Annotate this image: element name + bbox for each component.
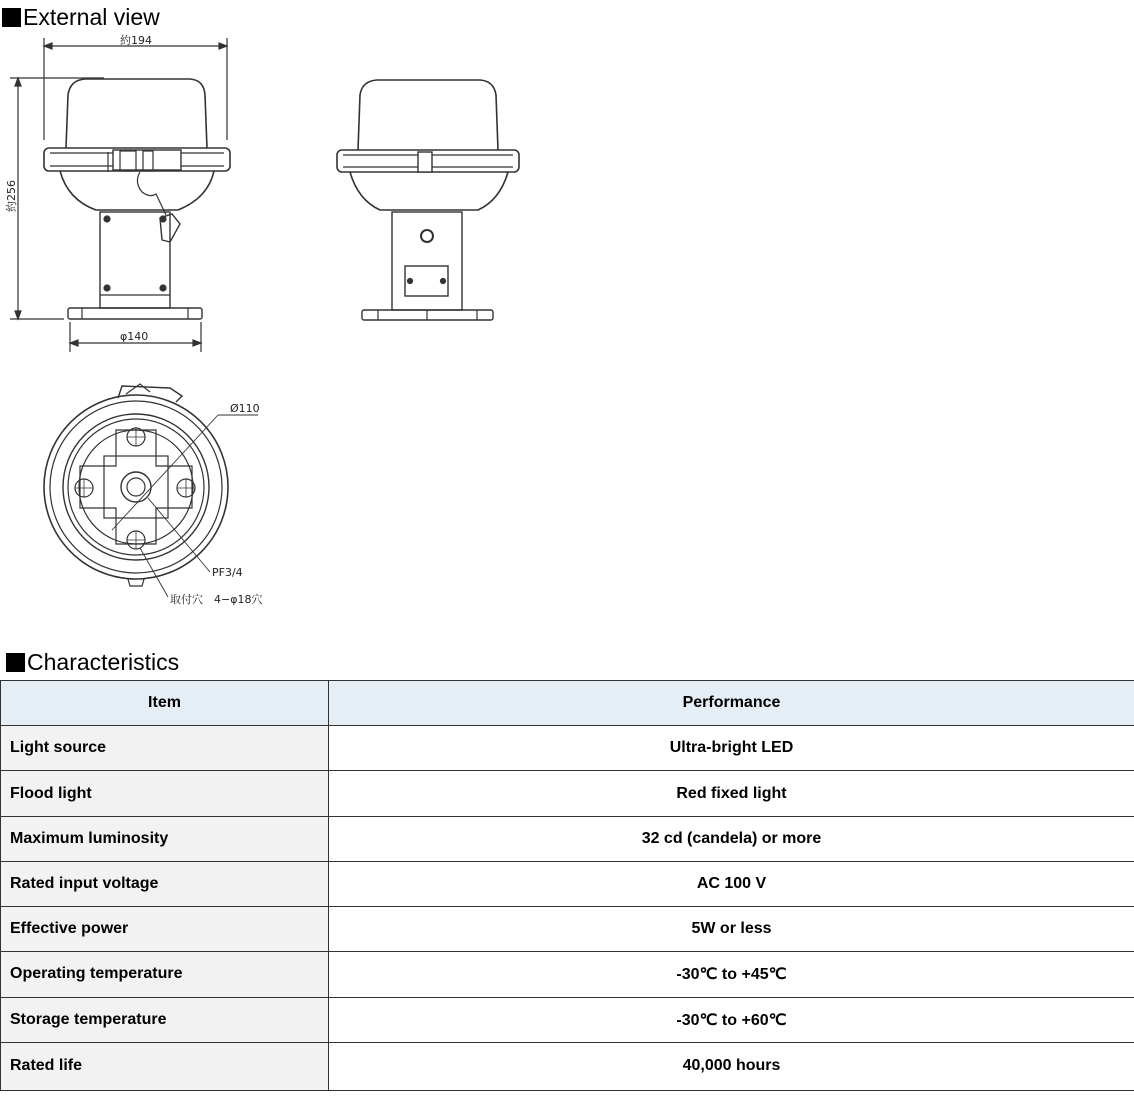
dimension-width-label: 約194: [120, 34, 152, 47]
front-view: [10, 38, 230, 352]
characteristics-title: Characteristics: [27, 649, 180, 675]
row-performance: 32 cd (candela) or more: [329, 816, 1134, 861]
row-performance: 40,000 hours: [329, 1042, 1134, 1090]
table-header-row: [1, 681, 1134, 726]
row-item: Storage temperature: [1, 997, 329, 1042]
header-performance: Performance: [329, 681, 1134, 726]
mounting-holes-label: 取付穴 4−φ18穴: [170, 593, 263, 606]
characteristics-heading: [6, 649, 179, 676]
dimension-pcd-label: Ø110: [230, 402, 260, 415]
table-row: [1, 816, 1134, 861]
table-row: [1, 726, 1134, 771]
row-item: Light source: [1, 726, 329, 771]
row-item: Rated life: [1, 1042, 329, 1090]
row-performance: Red fixed light: [329, 771, 1134, 816]
external-view-title: External view: [23, 4, 160, 30]
row-performance: Ultra-bright LED: [329, 726, 1134, 771]
dimension-height-label: 約256: [5, 180, 18, 212]
row-performance: -30℃ to +60℃: [329, 997, 1134, 1042]
header-item: Item: [1, 681, 329, 726]
characteristics-table: [0, 680, 1134, 1091]
square-bullet-icon: [6, 653, 25, 672]
row-item: Flood light: [1, 771, 329, 816]
thread-label: PF3/4: [212, 566, 243, 579]
dimension-base-label: φ140: [120, 330, 149, 343]
row-item: Operating temperature: [1, 952, 329, 997]
row-performance: -30℃ to +45℃: [329, 952, 1134, 997]
row-performance: 5W or less: [329, 907, 1134, 952]
table-row: [1, 1042, 1134, 1090]
table-row: [1, 771, 1134, 816]
row-performance: AC 100 V: [329, 861, 1134, 906]
row-item: Maximum luminosity: [1, 816, 329, 861]
table-row: [1, 997, 1134, 1042]
table-row: [1, 861, 1134, 906]
table-row: [1, 952, 1134, 997]
row-item: Rated input voltage: [1, 861, 329, 906]
table-row: [1, 907, 1134, 952]
side-view: [337, 80, 519, 320]
row-item: Effective power: [1, 907, 329, 952]
